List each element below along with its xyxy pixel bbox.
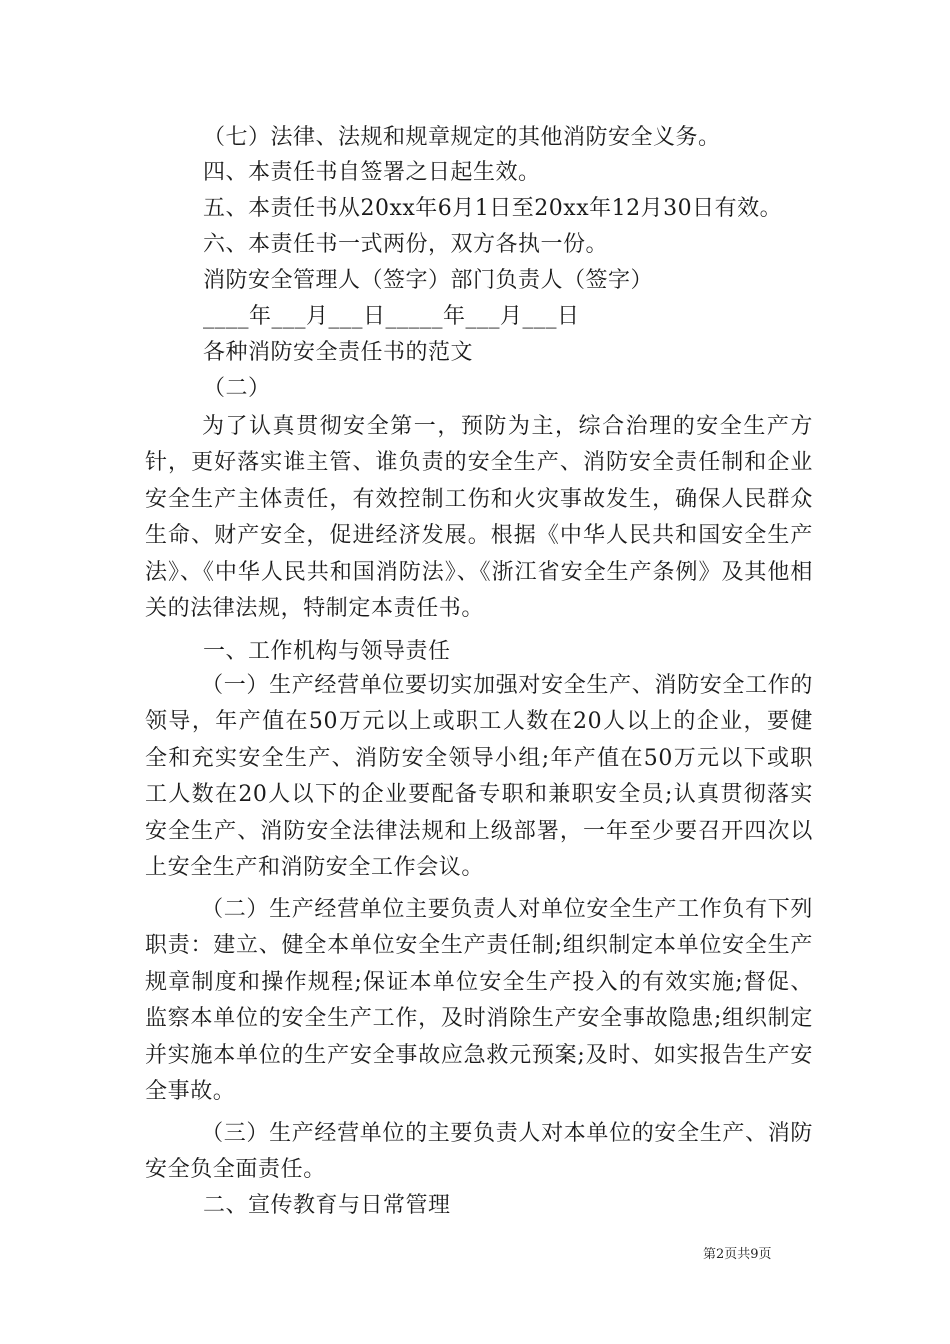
intro-paragraph <box>145 409 813 627</box>
intro-text: 为了认真贯彻安全第一，预防为主，综合治理的安全生产方针，更好落实谁主管、谁负责的安全生产、消防安全责任制和企业安全生产主体责任，有效控制工伤和火灾事故发生，确保人民群众生命、财产安全，促进经济发展。根据《中华人民共和国安全生产法》、《中华人民共和国消防法》、《浙江省安全生产条例》及其他相关的法律法规，特制定本责任书。 <box>145 414 813 622</box>
document-title: 各种消防安全责任书的范文 <box>203 340 474 365</box>
item-one-text: （一）生产经营单位要切实加强对安全生产、消防安全工作的领导，年产值在50万元以上或职工人数在20人以上的企业，要健全和充实安全生产、消防安全领导小组;年产值在50万元以下或职工人数在20人以下的企业要配备专职和兼职安全员;认真贯彻落实安全生产、消防安全法律法规和上级部署，一年至少要召开四次以上安全生产和消防安全工作会议。 <box>145 673 813 881</box>
clause-five: 五、本责任书从20xx年6月1日至20xx年12月30日有效。 <box>203 196 783 221</box>
item-three-text: （三）生产经营单位的主要负责人对本单位的安全生产、消防安全负全面责任。 <box>145 1121 813 1183</box>
item-three-paragraph <box>145 1116 813 1189</box>
section-number: （二） <box>203 376 271 401</box>
section-one-heading: 一、工作机构与领导责任 <box>203 639 451 664</box>
signature-line: 消防安全管理人（签字）部门负责人（签字） <box>203 268 654 293</box>
date-line: ____年___月___日_____年___月___日 <box>203 304 580 329</box>
item-one-paragraph <box>145 668 813 886</box>
item-two-paragraph <box>145 892 813 1110</box>
clause-seven: （七）法律、法规和规章规定的其他消防安全义务。 <box>203 125 721 150</box>
clause-six: 六、本责任书一式两份，双方各执一份。 <box>203 232 609 257</box>
item-two-text: （二）生产经营单位主要负责人对单位安全生产工作负有下列职责：建立、健全本单位安全生产责任制;组织制定本单位安全生产规章制度和操作规程;保证本单位安全生产投入的有效实施;督促、监察本单位的安全生产工作，及时消除生产安全事故隐患;组织制定并实施本单位的生产安全事故应急救元预案;及时、如实报告生产安全事故。 <box>145 897 813 1105</box>
clause-four: 四、本责任书自签署之日起生效。 <box>203 160 541 185</box>
page-number: 第2页共9页 <box>703 1247 772 1262</box>
section-two-heading: 二、宣传教育与日常管理 <box>203 1193 451 1218</box>
